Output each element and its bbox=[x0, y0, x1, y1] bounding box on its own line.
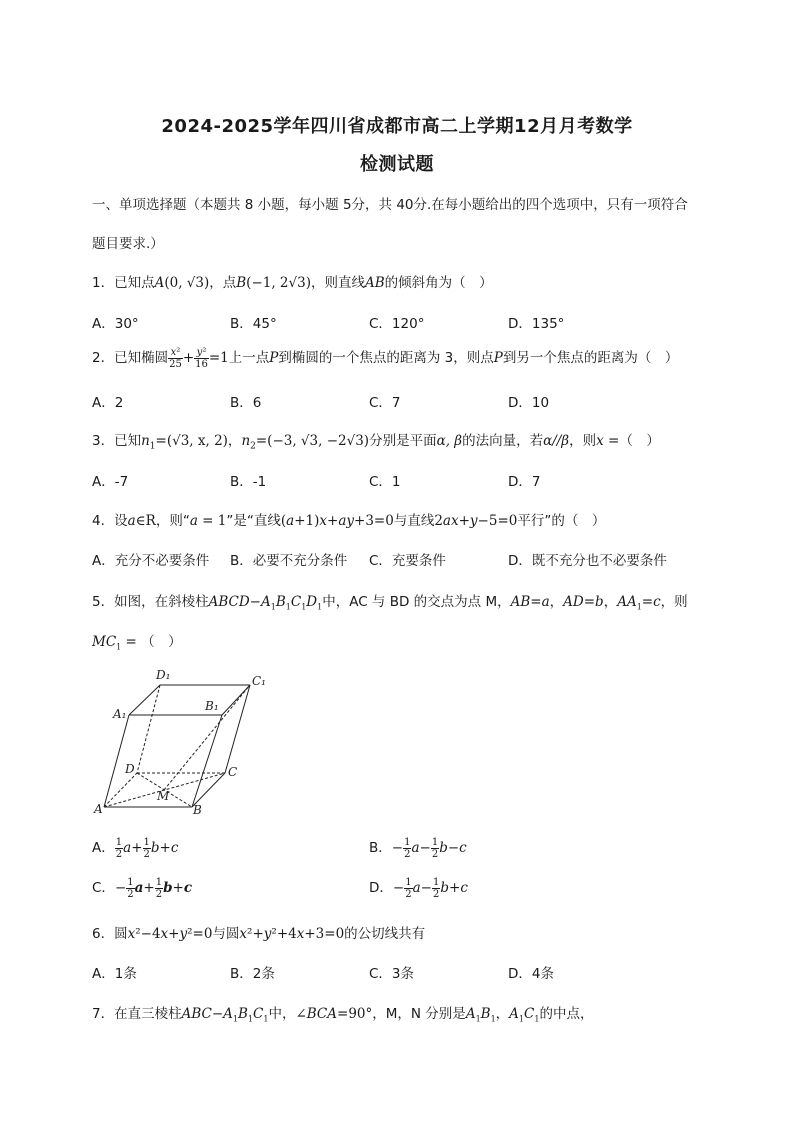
label-a1: A₁ bbox=[113, 707, 127, 721]
label-c1: C₁ bbox=[252, 674, 266, 688]
page-title: 2024-2025学年四川省成都市高二上学期12月月考数学 bbox=[161, 116, 633, 137]
label-d1: D₁ bbox=[156, 668, 171, 682]
q6-option-d: D．4条 bbox=[508, 966, 554, 982]
question-1: 1．已知点A(0, √3)，点B(−1, 2√3)，则直线AB的倾斜角为（ ） bbox=[92, 275, 493, 291]
label-m: M bbox=[157, 789, 170, 803]
q5-option-b: B．− $\frac{1}{2}$ a− $\frac{1}{2}$ b−c bbox=[369, 836, 467, 860]
label-b1: B₁ bbox=[205, 699, 219, 713]
page-subtitle: 检测试题 bbox=[360, 154, 434, 175]
q5-option-c: C．− $\frac{1}{2}$ a+ $\frac{1}{2}$ b+c bbox=[92, 876, 193, 900]
q3-option-b: B．-1 bbox=[230, 474, 267, 490]
q4-option-a: A．充分不必要条件 bbox=[92, 553, 210, 569]
q6-option-c: C．3条 bbox=[369, 966, 415, 982]
q2-option-a: A．2 bbox=[92, 395, 124, 411]
q1-option-d: D．135° bbox=[508, 316, 565, 332]
q3-option-a: A．-7 bbox=[92, 474, 129, 490]
q3-option-d: D．7 bbox=[508, 474, 541, 490]
section-instructions: 一、单项选择题（本题共 8 小题，每小题 5分，共 40分.在每小题给出的四个选项中，只有一项符合 bbox=[92, 197, 688, 213]
q5-option-d: D．− $\frac{1}{2}$ a− $\frac{1}{2}$ b+c bbox=[369, 876, 468, 900]
question-7: 7．在直三棱柱$ABC-A_1B_1C_1$中，∠BCA=90°，M，N 分别是$A_1B_1$，$A_1C_1$的中点， bbox=[92, 1006, 594, 1024]
q1-option-c: C．120° bbox=[369, 316, 425, 332]
question-5-cont: $MC_1$ = （ ） bbox=[92, 634, 182, 652]
q6-option-b: B．2条 bbox=[230, 966, 275, 982]
q3-option-c: C．1 bbox=[369, 474, 401, 490]
q5-option-a: A． $\frac{1}{2}$ a+ $\frac{1}{2}$ b+c bbox=[92, 836, 179, 860]
q2-option-b: B．6 bbox=[230, 395, 262, 411]
label-b: B bbox=[193, 803, 202, 815]
question-4: 4．设a∈R，则“a = 1”是“直线(a+1)x+ay+3=0与直线2ax+y−5=0平行”的（ ） bbox=[92, 513, 606, 529]
label-c: C bbox=[228, 765, 238, 779]
question-3: 3．已知$n_1=(√3$, x, 2)，$n_2=(-3$, √3, −2√3)分别是平面α, β的法向量，若α//β，则x =（ ） bbox=[92, 433, 660, 452]
q4-option-d: D．既不充分也不必要条件 bbox=[508, 553, 667, 569]
question-2: 2．已知椭圆 $\frac{\text{x²}}{25}$ + $\frac{\text{y²}}{16}$ =1上一点P到椭圆的一个焦点的距离为 3，则点P到另一个焦点的距离为（ ） bbox=[92, 346, 679, 370]
q1-option-b: B．45° bbox=[230, 316, 277, 332]
label-d: D bbox=[125, 762, 135, 776]
question-5: 5．如图，在斜棱柱$ABCD-A_1B_1C_1D_1$中，AC 与 BD 的交点为点 M，AB=a，AD=b，$AA_1=c$，则 bbox=[92, 594, 688, 612]
q6-option-a: A．1条 bbox=[92, 966, 137, 982]
q4-option-b: B．必要不充分条件 bbox=[230, 553, 348, 569]
q2-option-c: C．7 bbox=[369, 395, 401, 411]
question-6: 6．圆x²−4x+y²=0与圆x²+y²+4x+3=0的公切线共有 bbox=[92, 926, 426, 942]
oblique-prism-figure bbox=[92, 665, 277, 815]
label-a: A bbox=[94, 802, 103, 815]
section-instructions-cont: 题目要求.） bbox=[92, 236, 164, 252]
q2-option-d: D．10 bbox=[508, 395, 550, 411]
q1-option-a: A．30° bbox=[92, 316, 139, 332]
q4-option-c: C．充要条件 bbox=[369, 553, 446, 569]
